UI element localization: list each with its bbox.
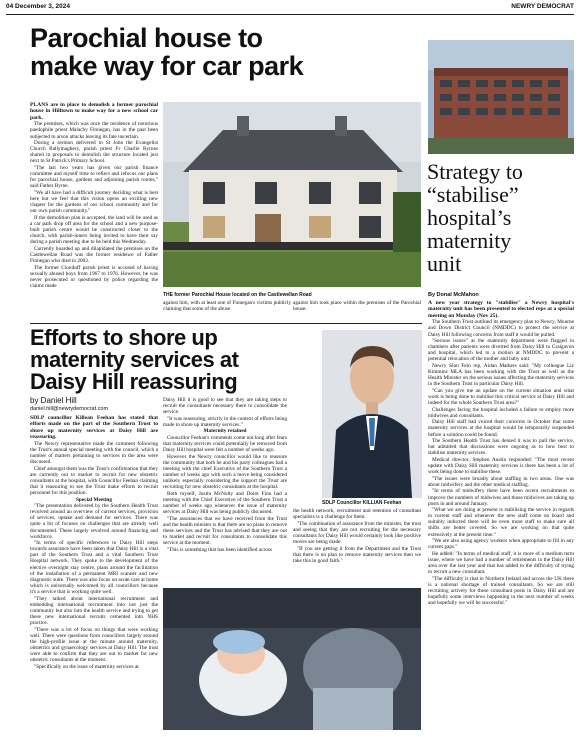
paragraph: "If you are getting it from the Department and the Trust that there is no plan to remove maternity services then we take this in good faith." <box>293 545 421 564</box>
article1-col2-text: against him, with at least one of Finnegan's victims publicly claiming that some of the abuse <box>163 300 291 313</box>
paragraph: "There was a lot of focus on things that were working well. There were questions from councillors largely around the high-profile issue at the minute around maternity, obstetrics and gynaecology services at Daisy Hill. The trust were able to confirm that they are out to market for new obstetric consultants at the moment. <box>30 626 158 663</box>
paragraph: Newry Sinn Fein rep, Aidan Mathers said: "My colleague Liz Kimmins MLA has been working with the Trust as well as the Health Minister on the serious issues affecting the maternity services in the Southern Trust in particular Daisy Hill. <box>428 363 574 388</box>
article3-column-2 <box>163 397 287 583</box>
paragraph: "We all have had a difficult journey deciding what is best here but we feel that this vision opens an exciting new chapter for the gardens of our school community and for our own parish community." <box>30 189 158 215</box>
article1-headline-line2: make way for car park <box>30 51 304 81</box>
article1-column-2 <box>163 300 291 320</box>
paragraph: The Southern Trust outlined its emergency plan to Newry, Mourne and Down District Council (NMDDC) to protect the service at Daisy Hill following concerns from staff it would be pulled. <box>428 319 574 338</box>
paragraph: "The difficulty is that in Northern Ireland and across the UK there is a national shortage of trained consultants. So we are still recruiting actively for these consultant posts in Daisy Hill and are hopefully some interviews happening in the next number of weeks and hopefully we will be successful." <box>428 575 574 607</box>
paragraph: During a sermon delivered in St John the Evangelist Church Ballymaghery, parish priest Fr Charlie Byrnes shared in proposals to demolish the structure located just next to St Patrick's Primary School. <box>30 140 158 165</box>
article2-headline-line1: Strategy to <box>427 159 523 184</box>
article3-email: daniel.hill@newrydemocrat.com <box>30 406 109 412</box>
article1-headline-line1: Parochial house to <box>30 23 263 53</box>
masthead-name: NEWRY DEMOCRAT <box>511 3 574 10</box>
article1-column-3 <box>293 300 421 320</box>
paragraph: He added: "In terms of medical staff, it is more of a medium term issue, where we have had a number of retirements in the Daisy Hill area over the last year and that has added to the difficulty of trying to recruit a new consultant. <box>428 550 574 576</box>
paragraph: "Can you give me an update on the current situation and what work is being done to stabilise this critical service at Daisy Hill and indeed for the whole Southern Trust area?" <box>428 387 574 407</box>
paragraph: "Specifically on the issue of maternity services at <box>34 663 139 670</box>
paragraph: Daisy Hill staff had voiced their concerns in October that some maternity services at the hospital would be temporarily suspended before a solution could be found. <box>428 419 574 438</box>
paragraph: "The issues were broadly about staffing in two areas. One was about midwifery and the other medical staffing. <box>428 475 574 488</box>
article3-headline <box>30 327 320 393</box>
newborn-photo <box>163 588 421 730</box>
paragraph: Medical director, Stephen Austin responded: "The most recent update with Daisy Hill maternity services is there has been a lot of work being done to stabilise these. <box>428 456 574 476</box>
paragraph: Chief amongst them was the Trust's confirmation that they are currently out to market to recruit for new obstetric consultants at the hospital, with Councillor Feehan claiming that it reassuring to see the Trust make efforts to recruit personnel for this position. <box>30 465 158 496</box>
paragraph: If the demolition plan is accepted, the land will be used as a car park drop off area for the school and a new purpose-built parish centre would be constructed closer to the church, with parish-ioners being invited to have their say during a parish meeting due to be held this Wednesday. <box>30 214 158 246</box>
paragraph: "In terms of midwifery there have been recent recruitments to improve the numbers of midwives and those midwives are taking up posts in and around January. <box>428 488 574 507</box>
article3-headline-line3: Daisy Hill reassuring <box>30 369 238 394</box>
paragraph: PLANS are in place to demolish a former parochial house in Hilltown to make way for a new school car park. <box>30 102 158 121</box>
paragraph: The Southern Health Trust has denied it was to pull the service, but admitted that discussions were ongoing as to how best to stabilise maternity services. <box>428 438 574 457</box>
councillor-photo <box>322 330 422 498</box>
paragraph: Challenges facing the hospital included a failure to employ more midwives and consultants. <box>428 406 574 419</box>
parochial-house-photo <box>163 102 421 287</box>
paragraph: "We are also using agency workers when appropriate to fill in any current gaps." <box>428 538 574 551</box>
article3-column-1 <box>30 415 158 728</box>
paragraph: the health network, recruitment and retention of consultant specialists is a challenge for them. <box>293 508 421 521</box>
paragraph: "What we are doing at present is stabilising the service in regards to current staff and whenever the new staff come on board and suitably inducted there will be even more staff to make sure all shifts are better covered. So we are working on that quite extensively at the present time." <box>428 507 574 538</box>
paragraph: Both myself, Justin McNulty and Doire Finn had a meeting with the Chief Executive of the Southern Trust a number of weeks ago whenever the issue of maternity services at Daisy Hill was being publicly discussed. <box>163 490 287 516</box>
article3-column-3 <box>293 508 421 584</box>
paragraph: Councillor Feehan's comments come not long after fears that maternity services could potentially be removed from Daisy Hill hospital were felt a number of weeks ago. <box>163 435 287 454</box>
article3-headline-line1: Efforts to shore up <box>30 325 218 350</box>
paragraph: A new year strategy to "stabilise" a Newry hospital's maternity unit has been presented to elected reps at a special meeting on Monday (Nov 25). <box>428 300 574 319</box>
paragraph: Maternity retained <box>203 428 247 435</box>
article2-headline-line3: hospital’s <box>427 205 512 230</box>
paragraph: The premises, which was once the residence of notorious paedophile priest Malachy Finnegan, has in the past been subjected to arson attacks leaving its fate uncertain. <box>30 121 158 140</box>
article3-headline-line2: maternity services at <box>30 347 239 372</box>
paragraph: "It was reassuring, strictly in the context of efforts being made to shore up maternity services." <box>163 415 287 428</box>
article2-headline-line4: maternity <box>427 228 512 253</box>
paragraph: "This is something that has been identified across <box>167 546 272 553</box>
paragraph: "The assurances that we have received from the Trust and the health minister is that there are no plans to remove these services and the Trust has advised that they are out to market and recruit for consultants to consolidate this service at the moment. <box>163 515 287 547</box>
article1-column-1 <box>30 102 158 340</box>
paragraph: "The presentation delivered by the Southern Health Trust revolved around an overview of current services, provision of services, uptake and demand for services. There was quite a bit of focuses on challenges that are already well documented. These largely revolved around financing and workforce. <box>30 503 158 540</box>
page-number-date: 04 December 3, 2024 <box>6 3 70 10</box>
article2-headline <box>427 160 577 275</box>
paragraph: Currently boarded up and dilapidated the premises on the Castlewellan Road was the former residence of Father Finnegan who died in 2002. <box>30 245 158 264</box>
paragraph: The Newry representative made the comment following the Trust's annual special meeting with the council, which a number of matters pertaining to services in the area were discussed. <box>30 440 158 465</box>
article1-col3-text: against him took place within the premises of the Parochial house. <box>293 300 421 313</box>
article2-headline-line2: “stabilise” <box>427 182 519 207</box>
paragraph: Special Meeting <box>75 496 113 503</box>
paragraph: "The combination of assurance from the minister, the trust and seeing that they are out recruiting for the necessary consultants for Daisy Hill would certainly look like positive moves are being made. <box>293 520 421 545</box>
hospital-photo <box>428 40 574 154</box>
article1-headline <box>30 24 440 80</box>
paragraph: Daisy Hill it is good to see that they are taking steps to recruit the consultants necessary there to consolidate the service. <box>163 397 287 416</box>
paragraph: "The last two years has given our parish finance committee and myself time to reflect and refocus our plans for parochial house, gardens and adjoining parish rooms," said Father Byrne. <box>30 165 158 190</box>
paragraph: SDLP councillor Killean Feehan has stated that efforts made on the part of the Southern Trust to shore up maternity services at Daisy Hill are reassuring. <box>30 415 158 440</box>
article3-byline: by Daniel Hill <box>30 396 77 405</box>
page-header <box>6 3 574 15</box>
house-photo-caption: THE former Parochial House located on the Castlewellan Road <box>163 292 312 298</box>
article2-byline: By Donal McMahon <box>428 292 479 298</box>
paragraph: "In terms of specific references to Daisy Hill steps towards assurance have been taken that Daisy Hill is a vital part of the Southern Trust and a vital Southern Trust Hospital network. They spoke to the development of the elective overnight stay centre, plans around the facilitation of the installation of a permanent MRI scanner and new diagnostic suite. There was also focus on acute care at home which is universally welcomed by all councillors because it's a service that is working quite well. <box>30 540 158 595</box>
article2-body <box>428 300 574 728</box>
paragraph: The former Clonduff parish priest is accused of having sexually abused boys from 1967 to 1976. However, he was never prosecuted or questioned by police regarding the claims made <box>30 264 158 289</box>
paragraph: However the Newry councillor would like to reassure the community that both he and his party colleagues had a meeting with the chief Executive of the Southern Trust a number of weeks ago with such a move being considered unlikely especially considering the support the Trust are recruiting for new obstetric consultants at the hospital. <box>163 453 287 491</box>
paragraph: "Serious issues" at the maternity department were flagged in chambers after patients were diverted from Daisy Hill to Craigavon and hospital, which led to a motion at NMDDC to prevent a potential relocation of the mother and baby unit. <box>428 338 574 363</box>
councillor-photo-caption: SDLP Councillor KILLIAN Feehan <box>322 500 402 506</box>
section-divider <box>30 323 422 324</box>
paragraph: "They talked about international recruitment and embedding international recruitment into not just the community but also into the health service and trying to get these new international recruits cemented into NHS practice. <box>30 595 158 626</box>
article2-headline-line5: unit <box>427 251 462 276</box>
